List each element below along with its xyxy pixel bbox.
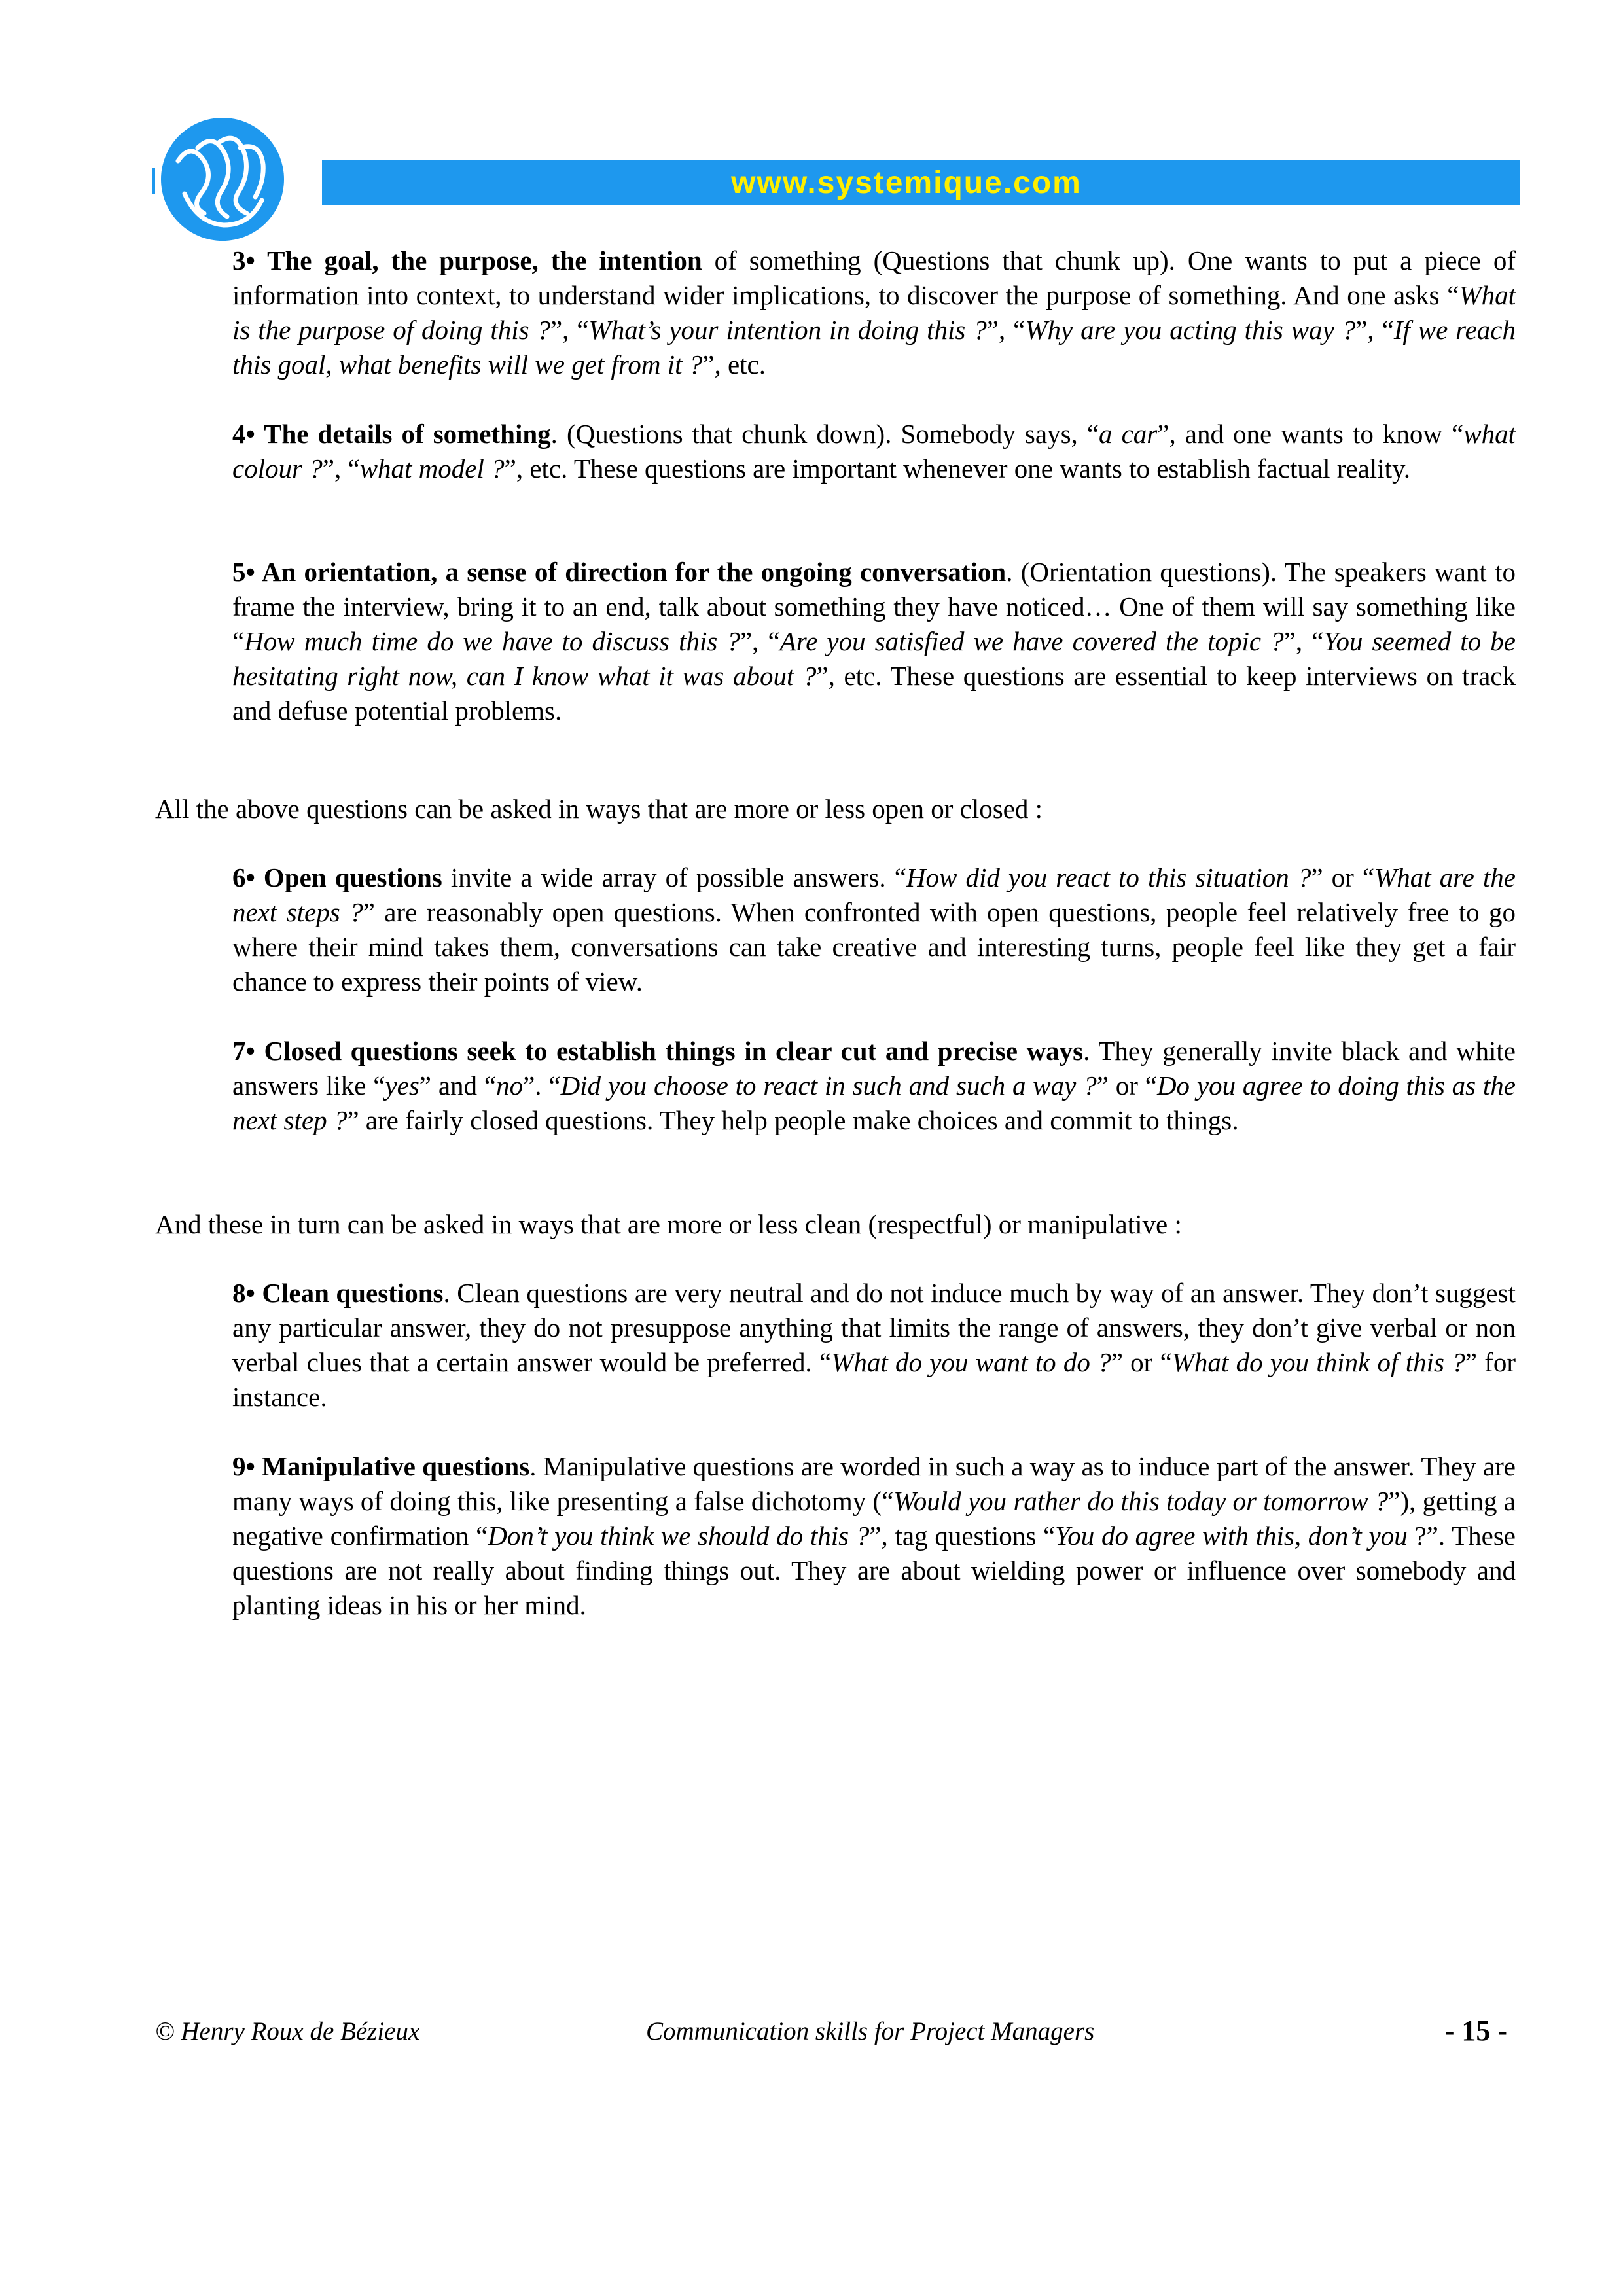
systemique-logo-icon	[152, 115, 291, 243]
body-text: ”, “	[740, 626, 780, 656]
item-heading: 4• The details of something	[232, 419, 551, 449]
page-footer	[155, 2017, 1516, 2053]
page-number: - 15 -	[1444, 2015, 1507, 2047]
example-question: You seemed to be hesitating right now, can I know what it was about ?	[232, 626, 1516, 691]
footer-document-title: Communication skills for Project Managers	[646, 2017, 1095, 2045]
body-text: . Manipulative questions are worded in such a way as to induce part of the answer. They are many ways of doing this, like presenting a false dichotomy (“	[232, 1451, 1516, 1516]
example-question: what colour ?	[232, 419, 1516, 484]
body-text: ” are fairly closed questions. They help people make choices and commit to things.	[347, 1105, 1239, 1135]
paragraph-manipulative-questions	[232, 1449, 1516, 1623]
example-question: What do you think of this ?	[1171, 1347, 1465, 1377]
example-answer: yes	[385, 1070, 419, 1101]
example-question: what model ?	[359, 453, 505, 484]
body-text: ” for instance.	[232, 1347, 1516, 1412]
example-question: If we reach this goal, what benefits will we get from it ?	[232, 315, 1516, 380]
footer-author: © Henry Roux de Bézieux	[155, 2017, 420, 2045]
example-question: Why are you acting this way ?	[1025, 315, 1356, 345]
example-question: How did you react to this situation ?	[906, 862, 1311, 892]
body-text: of something (Questions that chunk up). One wants to put a piece of information into context, to understand wider implications, to discover the purpose of something. And one asks “	[232, 245, 1516, 310]
example-question: What is the purpose of doing this ?	[232, 280, 1516, 345]
item-heading: 8• Clean questions	[232, 1278, 444, 1308]
paragraph-closed-questions	[232, 1034, 1516, 1138]
body-text: invite a wide array of possible answers. “	[442, 862, 906, 892]
example-question: Do you agree to doing this as the next step ?	[232, 1070, 1516, 1135]
example-question: a car	[1099, 419, 1158, 449]
body-text: ”, etc. These questions are essential to keep interviews on track and defuse potential problems.	[232, 661, 1516, 726]
body-text: ?”. These questions are not really about finding things out. They are about wielding power or influence over somebody and planting ideas in his or her mind.	[232, 1521, 1516, 1620]
body-text: ” or “	[1111, 1347, 1172, 1377]
body-text: ” are reasonably open questions. When confronted with open questions, people feel relatively free to go where their mind takes them, conversations can take creative and interesting turns, people feel like they get a fair chance to express their points of view.	[232, 897, 1516, 997]
body-text: ” or “	[1096, 1070, 1157, 1101]
example-question: How much time do we have to discuss this ?	[244, 626, 740, 656]
example-question: What’s your intention in doing this ?	[588, 315, 987, 345]
body-text: . They generally invite black and white answers like “	[232, 1036, 1516, 1101]
item-heading: 5• An orientation, a sense of direction for the ongoing conversation	[232, 557, 1007, 587]
body-text: ”, “	[986, 315, 1026, 345]
example-question: Would you rather do this today or tomorrow ?	[893, 1486, 1389, 1516]
example-question: Don’t you think we should do this ?	[488, 1521, 870, 1551]
example-answer: no	[496, 1070, 524, 1101]
intro-open-closed: All the above questions can be asked in ways that are more or less open or closed :	[155, 794, 1043, 824]
item-heading: 3• The goal, the purpose, the intention	[232, 245, 702, 275]
paragraph-details	[232, 417, 1516, 486]
paragraph-open-questions	[232, 860, 1516, 999]
body-text: ”, etc.	[702, 349, 766, 380]
example-question: Are you satisfied we have covered the topic ?	[779, 626, 1284, 656]
body-text: ”. “	[523, 1070, 561, 1101]
item-heading: 6• Open questions	[232, 862, 442, 892]
example-question: What do you want to do ?	[831, 1347, 1111, 1377]
item-heading: 9• Manipulative questions	[232, 1451, 530, 1481]
body-text: ”, tag questions “	[869, 1521, 1056, 1551]
paragraph-orientation	[232, 555, 1516, 728]
example-question: You do agree with this, don’t you	[1055, 1521, 1408, 1551]
paragraph-goal-purpose	[232, 243, 1516, 382]
body-text: ”, and one wants to know “	[1157, 419, 1464, 449]
paragraph-clean-questions	[232, 1276, 1516, 1415]
body-text: ”, “	[1355, 315, 1394, 345]
body-text: ”, “	[322, 453, 360, 484]
example-question: What are the next steps ?	[232, 862, 1516, 927]
body-text: . (Orientation questions). The speakers want to frame the interview, bring it to an end, talk about something they have noticed… One of them will say something like “	[232, 557, 1516, 656]
body-text: ” and “	[419, 1070, 497, 1101]
site-url[interactable]: www.systemique.com	[731, 165, 1082, 200]
body-text: . (Questions that chunk down). Somebody says, “	[550, 419, 1099, 449]
body-text: ”, “	[1283, 626, 1324, 656]
intro-clean-manipulative: And these in turn can be asked in ways that are more or less clean (respectful) or manipulative :	[155, 1209, 1182, 1239]
header-banner	[322, 160, 1520, 205]
example-question: Did you choose to react in such and such a way ?	[560, 1070, 1097, 1101]
body-text: ”), getting a negative confirmation “	[232, 1486, 1516, 1551]
body-text: ” or “	[1311, 862, 1375, 892]
body-text: ”, “	[550, 315, 589, 345]
item-heading: 7• Closed questions seek to establish things in clear cut and precise ways	[232, 1036, 1084, 1066]
body-text: ”, etc. These questions are important whenever one wants to establish factual reality.	[504, 453, 1411, 484]
body-text: . Clean questions are very neutral and do not induce much by way of an answer. They don’t suggest any particular answer, they do not presuppose anything that limits the range of answers, they don’t give verbal or non verbal clues that a certain answer would be preferred. “	[232, 1278, 1516, 1377]
